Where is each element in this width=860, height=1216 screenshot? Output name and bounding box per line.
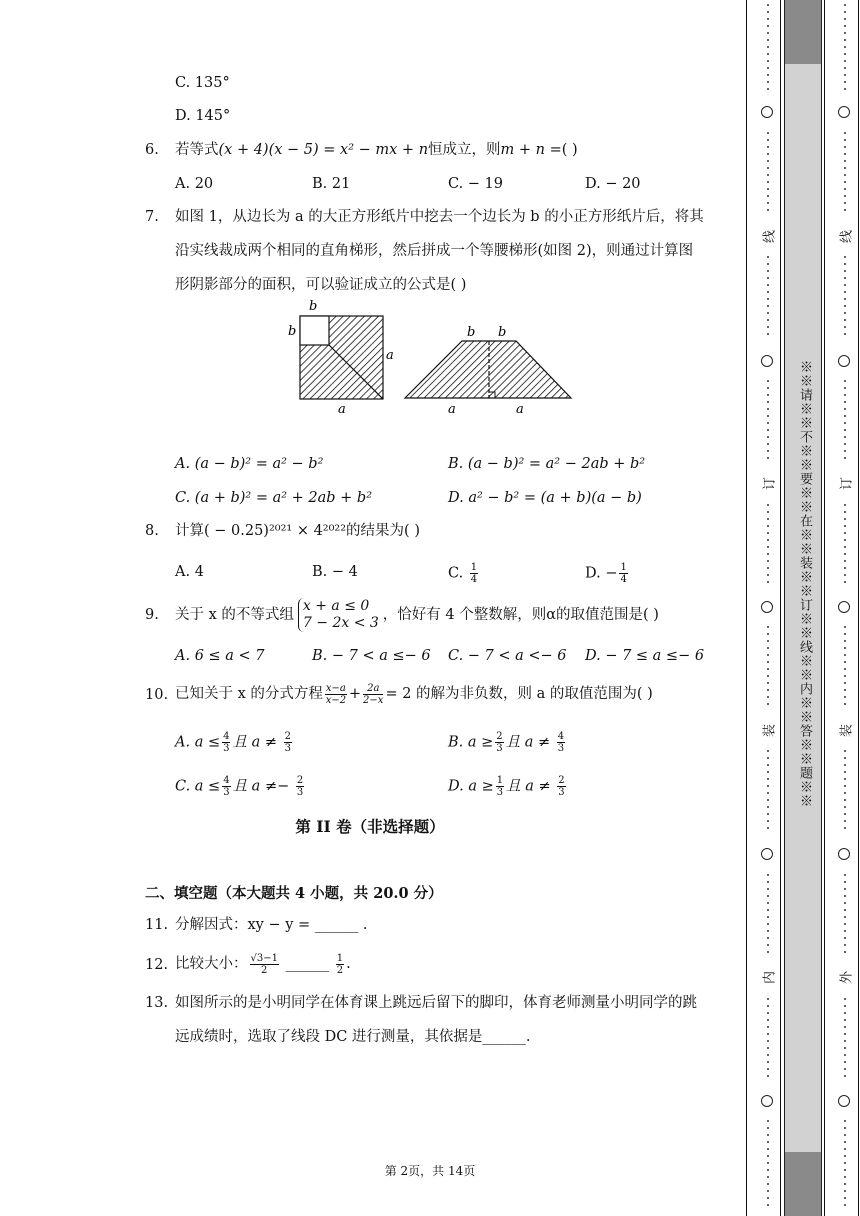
q7-line2: 沿实线裁成两个相同的直角梯形，然后拼成一个等腰梯形(如图 2)，则通过计算图 — [175, 243, 694, 259]
q10-option-c: C. a ≤ $\frac{4}{3}$ 且 a ≠− $\frac{2}{3}$ — [175, 775, 304, 798]
margin-mark: 线 — [762, 230, 778, 244]
margin-dotted-line — [844, 1120, 846, 1212]
margin-hole-circle — [838, 355, 850, 367]
margin-dotted-line — [767, 1120, 769, 1212]
margin-dotted-line — [844, 874, 846, 962]
q9-option-c: C. − 7 < a <− 6 — [448, 648, 567, 664]
margin-hole-circle — [838, 848, 850, 860]
margin-dotted-line — [844, 750, 846, 839]
margin-mark: 内 — [762, 971, 778, 985]
margin-border-right — [858, 0, 859, 1216]
margin-mark: 装 — [762, 724, 778, 738]
q8-option-a: A. 4 — [175, 564, 204, 580]
q7-option-c: C. (a + b)² = a² + 2ab + b² — [175, 490, 373, 506]
margin-dotted-line — [767, 874, 769, 962]
q10-number: 10. — [145, 687, 169, 703]
q8-option-c: C. $\frac{1}{4}$ — [448, 562, 478, 585]
q6-number: 6. — [145, 142, 159, 158]
strip-cap-bottom — [785, 1152, 821, 1216]
margin-dotted-line — [767, 256, 769, 346]
q7-option-a: A. (a − b)² = a² − b² — [175, 456, 324, 472]
q13-number: 13. — [145, 995, 169, 1011]
q9-option-a: A. 6 ≤ a < 7 — [175, 648, 265, 664]
q10-option-b: B. a ≥ $\frac{2}{3}$ 且 a ≠ $\frac{4}{3}$ — [448, 731, 565, 754]
binding-note: ※※请※※不※※要※※在※※装※※订※※线※※内※※答※※题※※ — [797, 360, 812, 808]
q10-option-a: A. a ≤ $\frac{4}{3}$ 且 a ≠ $\frac{2}{3}$ — [175, 731, 291, 754]
section-title: 第 II 卷（非选择题） — [295, 817, 445, 836]
q8-option-d: D. − $\frac{1}{4}$ — [585, 562, 627, 585]
margin-mark: 订 — [839, 477, 855, 491]
fig1-label-a-bottom: a — [338, 402, 346, 416]
q11-stem: 分解因式：xy − y = ______ . — [175, 917, 368, 933]
fig1-label-a-right: a — [386, 348, 394, 363]
margin-border-right-inner — [824, 0, 825, 1216]
fig2-label-a2: a — [516, 402, 524, 416]
margin-dotted-line — [844, 4, 846, 96]
margin-dotted-line — [767, 998, 769, 1086]
q11-number: 11. — [145, 917, 169, 933]
margin-mark: 订 — [762, 477, 778, 491]
q10-stem: 已知关于 x 的分式方程 $\frac{x-a}{x-2}$ + $\frac{2a}{2-x}$ = 2 的解为非负数，则 a 的取值范围为( ) — [175, 682, 653, 706]
margin-dotted-line — [844, 132, 846, 221]
q7-figure — [285, 296, 585, 416]
trapezoid — [405, 341, 571, 398]
margin-dotted-line — [844, 256, 846, 346]
margin-dotted-line — [844, 998, 846, 1086]
margin-dotted-line — [767, 132, 769, 221]
margin-mark: 线 — [839, 230, 855, 244]
q5-option-c: C. 135° — [175, 75, 230, 91]
margin-hole-circle — [761, 848, 773, 860]
q8-number: 8. — [145, 523, 159, 539]
margin-dotted-line — [767, 750, 769, 839]
q7-line1: 如图 1，从边长为 a 的大正方形纸片中挖去一个边长为 b 的小正方形纸片后，将其 — [175, 209, 704, 225]
q7-option-d: D. a² − b² = (a + b)(a − b) — [448, 490, 642, 506]
margin-hole-circle — [761, 1095, 773, 1107]
q9-stem: 关于 x 的不等式组 x + a ≤ 0 7 − 2x < 3 ，恰好有 4 个整数解，则α的取值范围是( ) — [175, 598, 659, 631]
margin-hole-circle — [761, 106, 773, 118]
margin-hole-circle — [761, 601, 773, 613]
q12-number: 12. — [145, 957, 169, 973]
q5-option-d: D. 145° — [175, 108, 231, 124]
margin-dotted-line — [767, 4, 769, 96]
q7-option-b: B. (a − b)² = a² − 2ab + b² — [448, 456, 646, 472]
strip-cap-top — [785, 0, 821, 64]
margin-dotted-line — [767, 504, 769, 592]
margin-hole-circle — [761, 355, 773, 367]
page-footer: 第 2页，共 14页 — [384, 1164, 476, 1178]
margin-dotted-line — [844, 380, 846, 468]
fig1-label-b-top: b — [309, 299, 318, 314]
q13-line2: 远成绩时，选取了线段 DC 进行测量，其依据是______. — [175, 1029, 531, 1045]
fig2-label-b1: b — [467, 325, 476, 340]
q7-line3: 形阴影部分的面积，可以验证成立的公式是( ) — [175, 277, 467, 293]
q7-number: 7. — [145, 209, 159, 225]
q8-option-b: B. − 4 — [312, 564, 358, 580]
q10-option-d: D. a ≥ $\frac{1}{3}$ 且 a ≠ $\frac{2}{3}$ — [448, 775, 565, 798]
margin-dotted-line — [844, 504, 846, 592]
small-square — [300, 316, 329, 345]
margin-hole-circle — [838, 106, 850, 118]
fig1-label-b-left: b — [288, 324, 297, 339]
part-title: 二、填空题（本大题共 4 小题，共 20.0 分） — [145, 885, 443, 902]
margin-hole-circle — [838, 1095, 850, 1107]
q12-stem: 比较大小： $\frac{√3-1}{2}$ ______ $\frac{1}{2}$ . — [175, 952, 351, 976]
q6-stem: 若等式(x + 4)(x − 5) = x² − mx + n恒成立，则m + n =( ) — [175, 142, 578, 158]
margin-dotted-line — [767, 626, 769, 715]
margin-dotted-line — [844, 626, 846, 715]
fig2-label-a1: a — [448, 402, 456, 416]
q6-option-a: A. 20 — [175, 176, 214, 192]
q9-option-b: B. − 7 < a ≤− 6 — [312, 648, 431, 664]
q6-option-d: D. − 20 — [585, 176, 641, 192]
q6-option-b: B. 21 — [312, 176, 351, 192]
q9-option-d: D. − 7 ≤ a ≤− 6 — [585, 648, 705, 664]
q8-stem: 计算( − 0.25)²⁰²¹ × 4²⁰²²的结果为( ) — [175, 523, 420, 539]
margin-dotted-line — [767, 380, 769, 468]
fig2-label-b2: b — [498, 325, 507, 340]
margin-mark: 装 — [839, 724, 855, 738]
margin-mark: 外 — [839, 971, 855, 985]
margin-border-left — [746, 0, 747, 1216]
q6-option-c: C. − 19 — [448, 176, 504, 192]
q13-line1: 如图所示的是小明同学在体育课上跳远后留下的脚印，体育老师测量小明同学的跳 — [175, 995, 697, 1011]
margin-border-left-inner — [780, 0, 781, 1216]
margin-hole-circle — [838, 601, 850, 613]
q9-number: 9. — [145, 607, 159, 623]
